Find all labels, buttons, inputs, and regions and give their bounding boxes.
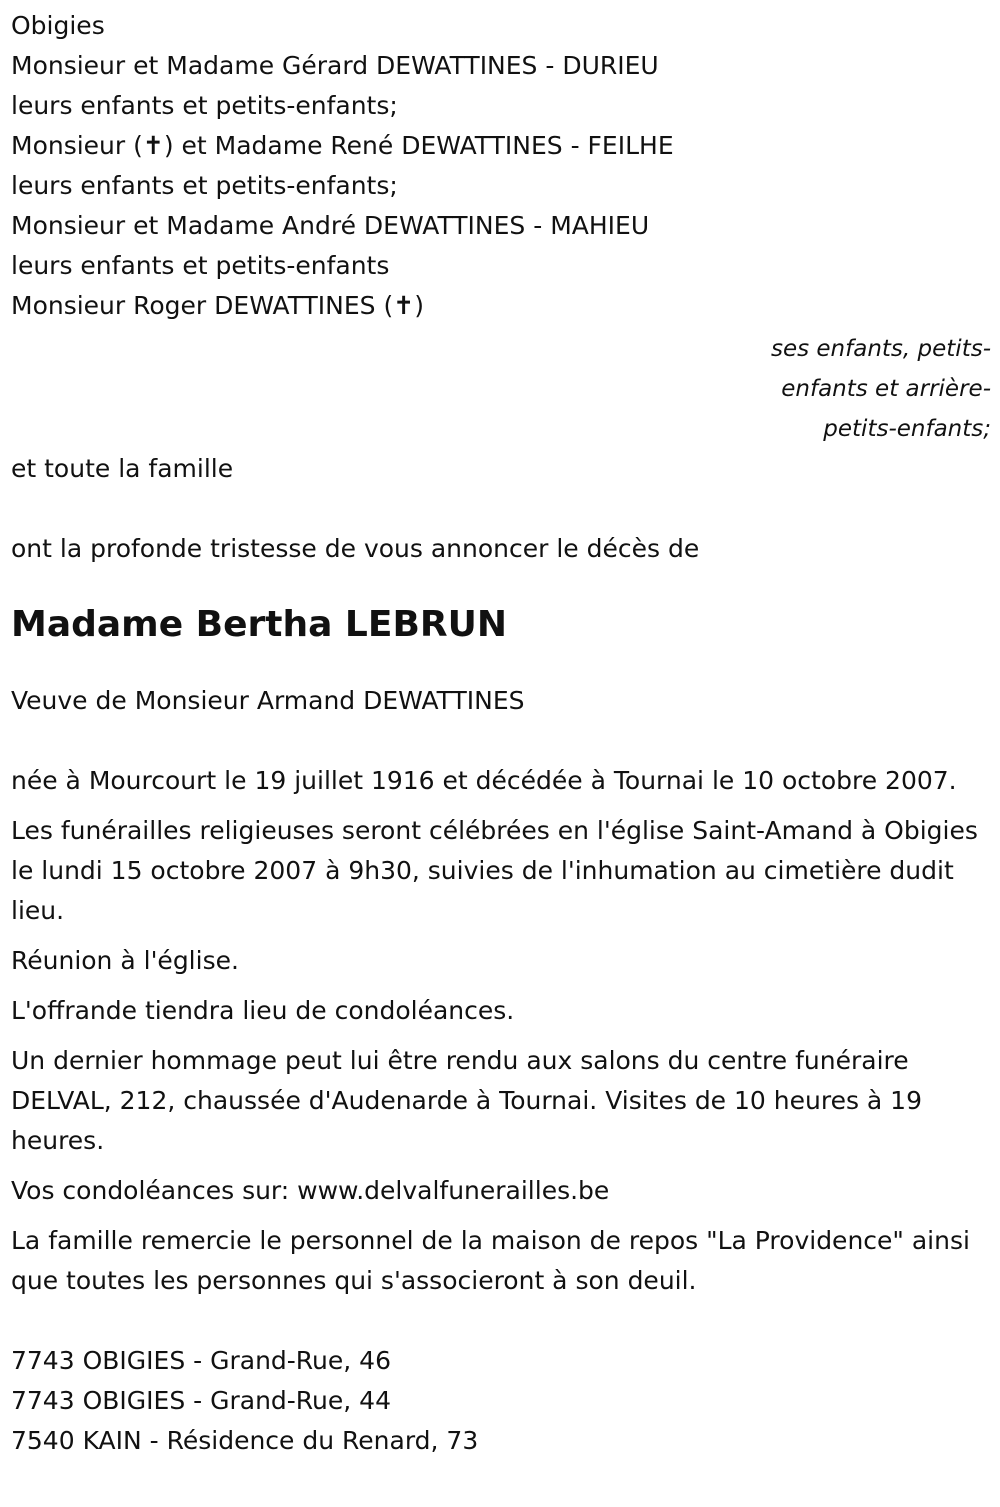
address-line: 7540 KAIN - Résidence du Renard, 73 (11, 1426, 479, 1455)
descendants-line: ses enfants, petits- (770, 336, 991, 362)
descendants-line: petits-enfants; (823, 416, 991, 442)
family-line-rene-children: leurs enfants et petits-enfants; (11, 171, 398, 200)
offering-paragraph: L'offrande tiendra lieu de condoléances. (11, 996, 515, 1025)
family-list (11, 6, 991, 326)
funeral-paragraph: Les funérailles religieuses seront célébrées en l'église Saint-Amand à Obigies le lundi 15 octobre 2007 à 9h30, suivies de l'inhumation au cimetière dudit lieu. (11, 816, 978, 925)
birth-death-paragraph: née à Mourcourt le 19 juillet 1916 et décédée à Tournai le 10 octobre 2007. (11, 766, 957, 795)
meeting-paragraph: Réunion à l'église. (11, 946, 239, 975)
condolences-paragraph: Vos condoléances sur: www.delvalfunerailles.be (11, 1176, 610, 1205)
address-line: 7743 OBIGIES - Grand-Rue, 46 (11, 1346, 391, 1375)
tribute-paragraph: Un dernier hommage peut lui être rendu aux salons du centre funéraire DELVAL, 212, chaussée d'Audenarde à Tournai. Visites de 10 heures à 19 heures. (11, 1046, 922, 1155)
family-line-rene: Monsieur (✝) et Madame René DEWATTINES - FEILHE (11, 131, 674, 160)
widow-line: Veuve de Monsieur Armand DEWATTINES (11, 686, 525, 715)
family-line-gerard-children: leurs enfants et petits-enfants; (11, 91, 398, 120)
family-line-andre: Monsieur et Madame André DEWATTINES - MAHIEU (11, 211, 650, 240)
thanks-paragraph: La famille remercie le personnel de la maison de repos "La Providence" ainsi que toutes les personnes qui s'associeront à son deuil. (11, 1226, 970, 1295)
family-line-town: Obigies (11, 11, 105, 40)
announcement-line: ont la profonde tristesse de vous annoncer le décès de (11, 534, 700, 563)
deceased-name: Madame Bertha LEBRUN (11, 604, 507, 645)
descendants-note (11, 329, 991, 449)
family-line-andre-children: leurs enfants et petits-enfants (11, 251, 390, 280)
family-line-roger: Monsieur Roger DEWATTINES (✝) (11, 291, 424, 320)
address-line: 7743 OBIGIES - Grand-Rue, 44 (11, 1386, 391, 1415)
family-closing-line: et toute la famille (11, 454, 234, 483)
obituary-notice (11, 6, 991, 1461)
descendants-line: enfants et arrière- (781, 376, 991, 402)
address-list (11, 1341, 991, 1461)
family-line-gerard: Monsieur et Madame Gérard DEWATTINES - DURIEU (11, 51, 659, 80)
